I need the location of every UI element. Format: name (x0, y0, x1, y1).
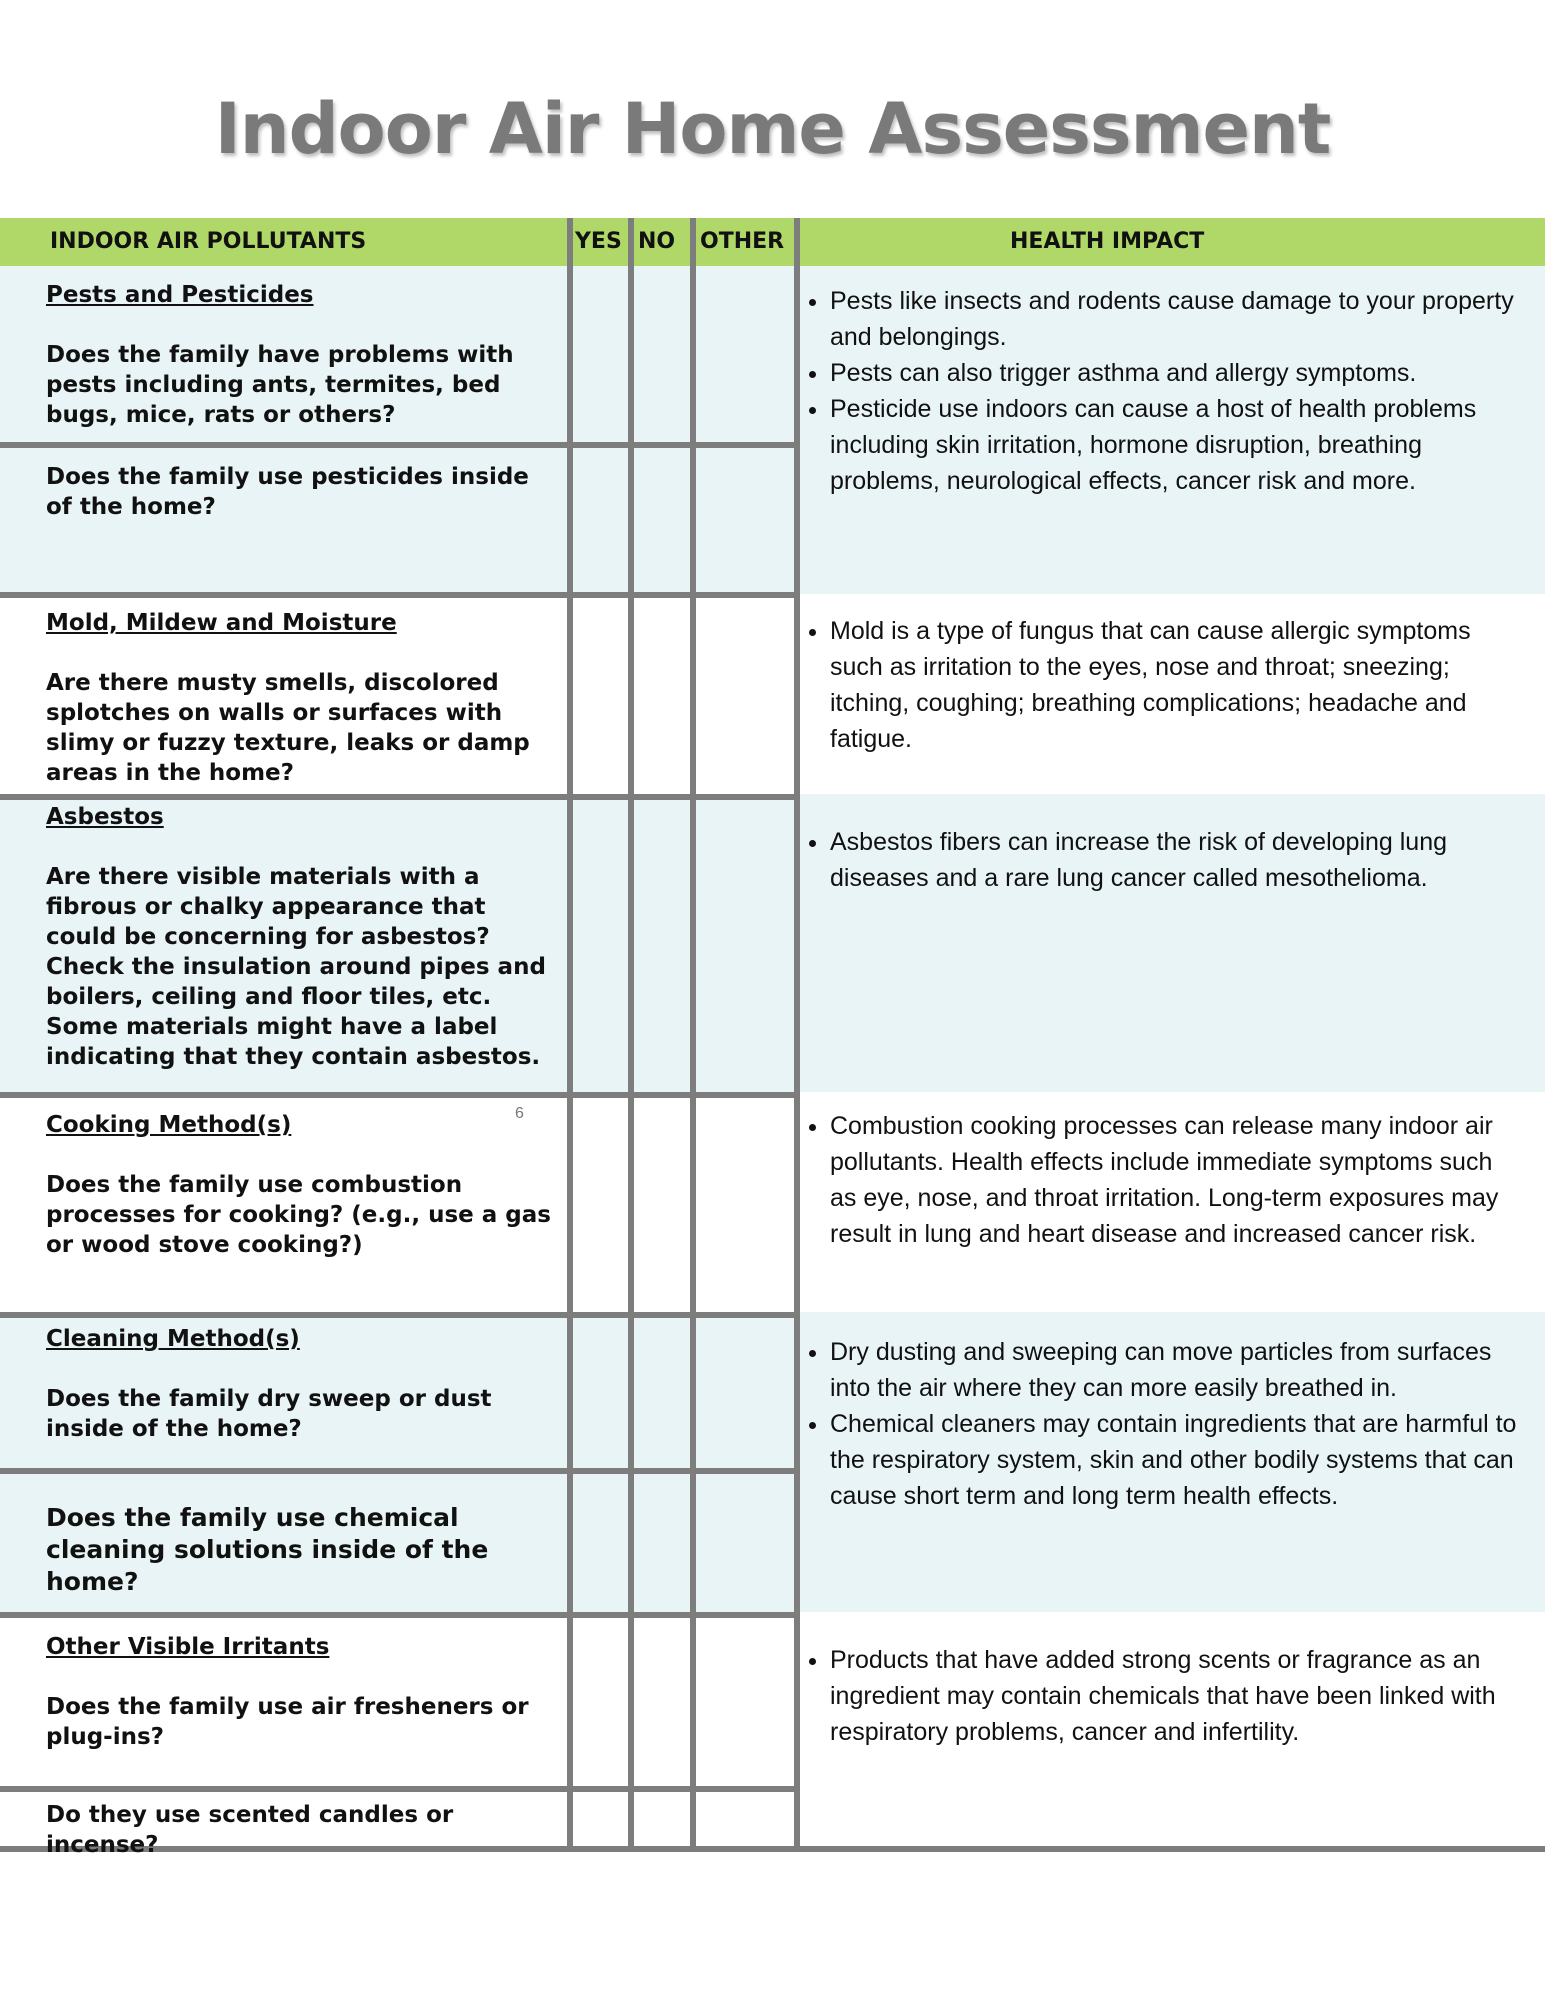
impact-item: • Asbestos fibers can increase the risk of developing lung diseases and a rare lung cancer called mesothelioma. (830, 824, 1520, 896)
section-heading: Cooking Method(s) (46, 1112, 292, 1138)
impact-item: • Pesticide use indoors can cause a host of health problems including skin irritation, hormone disruption, breathing problems, neurological effects, cancer risk and more. (830, 391, 1520, 499)
checkbox-yes-asbestos[interactable] (574, 800, 626, 1092)
section-heading: Other Visible Irritants (46, 1634, 330, 1660)
question-text: Does the family use combustion processes for cooking? (e.g., use a gas or wood stove cooking?) (46, 1172, 551, 1258)
section-cleaning (0, 1324, 568, 1444)
section-heading: Cleaning Method(s) (46, 1326, 300, 1352)
impact-pests (800, 283, 1540, 499)
section-heading: Mold, Mildew and Moisture (46, 610, 397, 636)
checkbox-no-fresheners[interactable] (634, 1618, 688, 1786)
checkbox-other-dry-sweep[interactable] (696, 1318, 790, 1468)
page-title: Indoor Air Home Assessment (214, 88, 1331, 170)
grid-line (0, 592, 797, 598)
section-mold (0, 608, 568, 788)
checkbox-other-fresheners[interactable] (696, 1618, 790, 1786)
impact-cleaning (800, 1334, 1540, 1514)
impact-cooking (800, 1108, 1540, 1252)
question-text: Are there visible materials with a fibrous or chalky appearance that could be concerning for asbestos? Check the insulation around pipes and boilers, ceiling and floor tiles, etc. Some materials might have a label indicating that they contain asbestos. (46, 864, 546, 1070)
checkbox-no-pesticides[interactable] (634, 448, 688, 594)
impact-item: • Products that have added strong scents or fragrance as an ingredient may contain chemicals that have been linked with respiratory problems, cancer and infertility. (830, 1642, 1520, 1750)
checkbox-no-mold[interactable] (634, 600, 688, 794)
impact-item: • Dry dusting and sweeping can move particles from surfaces into the air where they can more easily breathed in. (830, 1334, 1520, 1406)
impact-item: • Pests like insects and rodents cause damage to your property and belongings. (830, 283, 1520, 355)
impact-item: • Mold is a type of fungus that can cause allergic symptoms such as irritation to the eyes, nose and throat; sneezing; itching, coughing; breathing complications; headache and fatigue. (830, 613, 1520, 757)
checkbox-other-candles[interactable] (696, 1792, 790, 1848)
header-yes: YES (575, 229, 622, 254)
checkbox-yes-fresheners[interactable] (574, 1618, 626, 1786)
grid-line (0, 1312, 797, 1318)
impact-irritants (800, 1642, 1540, 1750)
checkbox-no-pests[interactable] (634, 266, 688, 442)
section-heading: Pests and Pesticides (46, 282, 314, 308)
impact-item: • Combustion cooking processes can release many indoor air pollutants. Health effects include immediate symptoms such as eye, nose, and throat irritation. Long-term exposures may result in lung and heart disease and increased cancer risk. (830, 1108, 1520, 1252)
section-irritants (0, 1632, 568, 1752)
grid-line (0, 1612, 797, 1618)
checkbox-other-pests[interactable] (696, 266, 790, 442)
question-text: Does the family dry sweep or dust inside of the home? (46, 1386, 492, 1442)
checkbox-no-dry-sweep[interactable] (634, 1318, 688, 1468)
checkbox-yes-dry-sweep[interactable] (574, 1318, 626, 1468)
section-asbestos (0, 802, 568, 1072)
question-text: Does the family have problems with pests including ants, termites, bed bugs, mice, rats or others? (46, 342, 514, 428)
checkbox-yes-candles[interactable] (574, 1792, 626, 1848)
checkbox-yes-chemical[interactable] (574, 1474, 626, 1612)
question-text: Are there musty smells, discolored splotches on walls or surfaces with slimy or fuzzy texture, leaks or damp areas in the home? (46, 670, 530, 786)
checkbox-other-mold[interactable] (696, 600, 790, 794)
grid-line (0, 1468, 797, 1474)
impact-asbestos (800, 824, 1540, 896)
checkbox-other-chemical[interactable] (696, 1474, 790, 1612)
checkbox-yes-pesticides[interactable] (574, 448, 626, 594)
page-number: 6 (515, 1105, 524, 1122)
checkbox-other-pesticides[interactable] (696, 448, 790, 594)
checkbox-yes-pests[interactable] (574, 266, 626, 442)
checkbox-other-cooking[interactable] (696, 1098, 790, 1312)
checkbox-no-candles[interactable] (634, 1792, 688, 1848)
impact-item: • Chemical cleaners may contain ingredients that are harmful to the respiratory system, skin and other bodily systems that can cause short term and long term health effects. (830, 1406, 1520, 1514)
checkbox-no-asbestos[interactable] (634, 800, 688, 1092)
section-cooking (0, 1110, 568, 1260)
header-pollutants: INDOOR AIR POLLUTANTS (50, 229, 367, 254)
question-pesticides: Does the family use pesticides inside of the home? (46, 464, 529, 520)
grid-line (0, 1786, 797, 1792)
grid-line (0, 794, 797, 800)
checkbox-yes-mold[interactable] (574, 600, 626, 794)
question-text: Does the family use air fresheners or plug-ins? (46, 1694, 529, 1750)
header-health-impact: HEALTH IMPACT (1010, 229, 1205, 254)
grid-line (628, 218, 634, 1852)
section-heading: Asbestos (46, 804, 164, 830)
checkbox-no-chemical[interactable] (634, 1474, 688, 1612)
question-candles: Do they use scented candles or incense? (46, 1802, 454, 1858)
checkbox-other-asbestos[interactable] (696, 800, 790, 1092)
question-chemical: Does the family use chemical cleaning solutions inside of the home? (46, 1503, 489, 1596)
impact-item: • Pests can also trigger asthma and allergy symptoms. (830, 355, 1520, 391)
grid-line (0, 442, 797, 448)
section-pests (0, 280, 568, 430)
checkbox-no-cooking[interactable] (634, 1098, 688, 1312)
header-no: NO (638, 229, 676, 254)
grid-line (0, 1092, 797, 1098)
header-other: OTHER (700, 229, 785, 254)
impact-mold (800, 613, 1540, 757)
checkbox-yes-cooking[interactable] (574, 1098, 626, 1312)
grid-line (690, 218, 696, 1852)
